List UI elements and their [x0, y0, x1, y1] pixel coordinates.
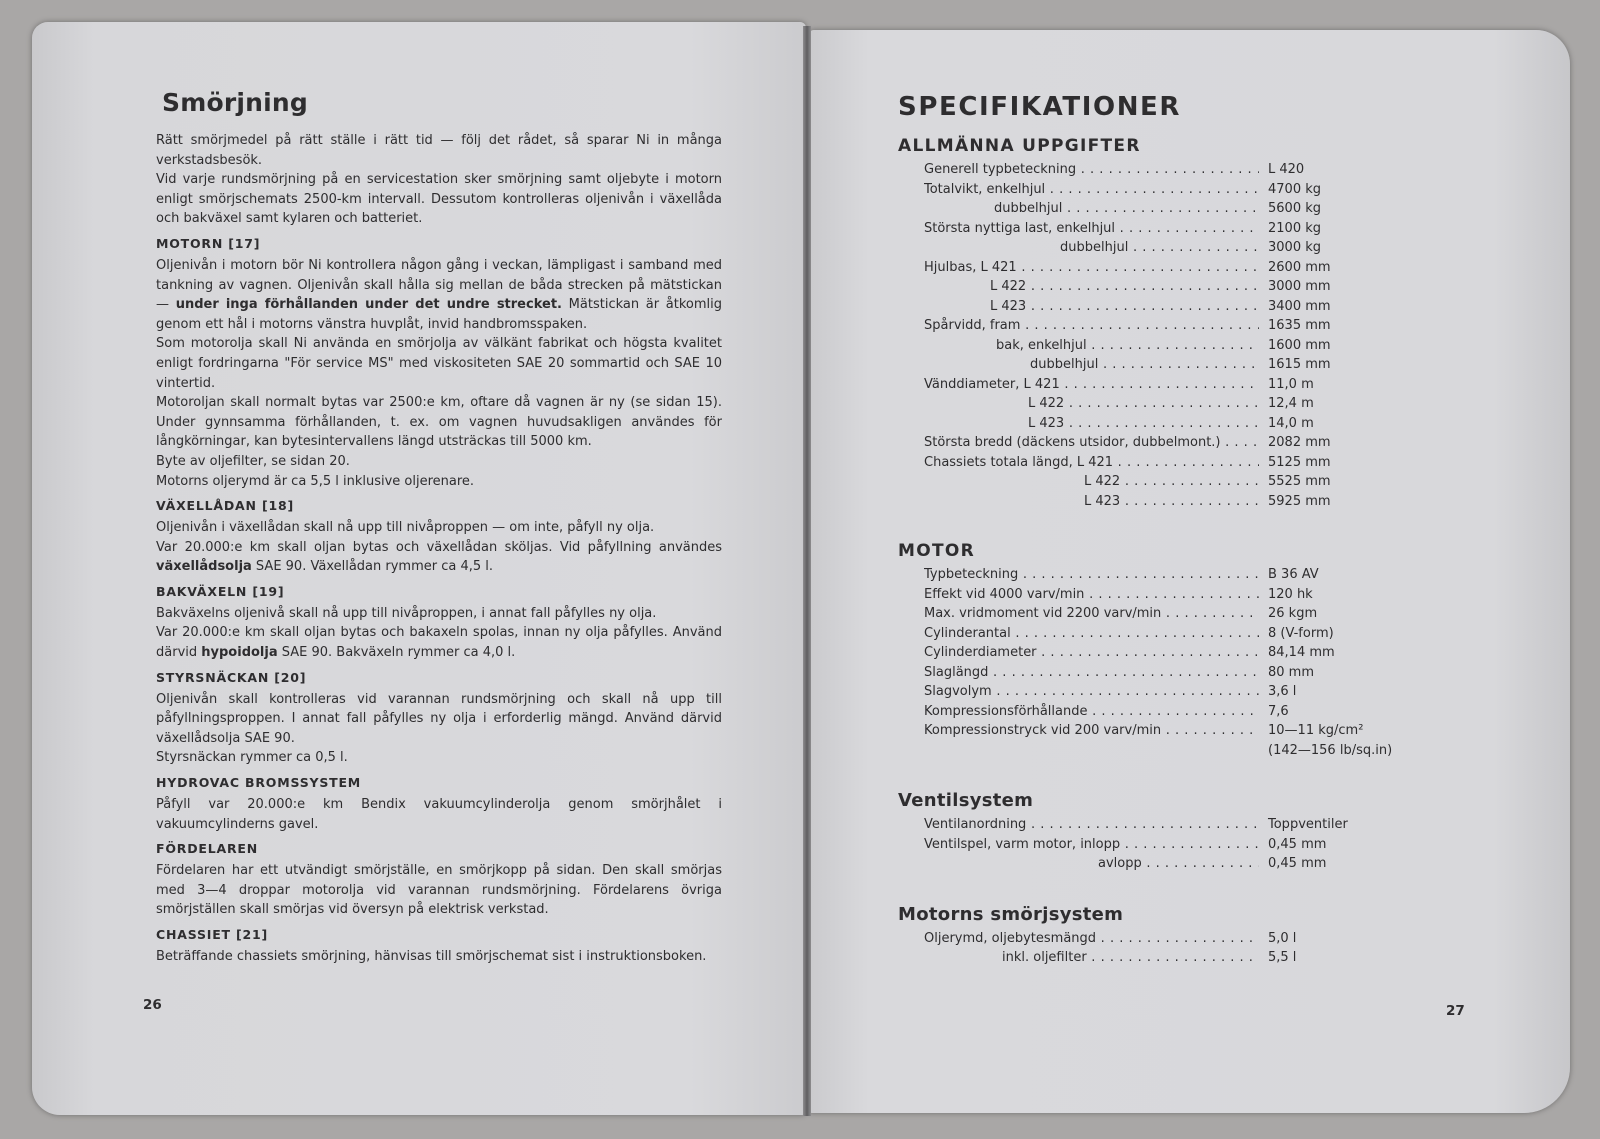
spec-value: L 420	[1268, 162, 1305, 177]
spec-label: bak, enkelhjul . . .	[924, 336, 1259, 356]
spec-value: 5925 mm	[1268, 493, 1331, 509]
vaxellada-text-c: SAE 90. Växellådan rymmer ca 4,5 l.	[251, 559, 494, 575]
bakvaxeln-paragraph-1: Bakväxelns oljenivå skall nå upp till nivåproppen, i annat fall påfylles ny olja.	[156, 605, 657, 621]
spec-label: L 423 . . .	[924, 492, 1259, 512]
spec-table-allmanna	[898, 160, 1438, 511]
section-heading-hydrovac: HYDROVAC BROMSSYSTEM	[156, 775, 362, 791]
page-number-left: 26	[143, 997, 162, 1013]
spec-row	[898, 721, 1438, 741]
styrsnackan-paragraph-2: Styrsnäckan rymmer ca 0,5 l.	[156, 750, 348, 766]
spec-value: 1600 mm	[1268, 337, 1331, 353]
spec-row	[898, 835, 1438, 855]
spec-value: 2100 kg	[1268, 220, 1321, 236]
spec-row	[898, 472, 1438, 492]
bakvaxeln-bold: hypoidolja	[201, 645, 278, 661]
fordelaren-paragraph-1: Fördelaren har ett utvändigt smörjställe, en smörjkopp på sidan. Den skall smörjas med 3—4 droppar motorolja vid varannan rundsmörjning. Fördelarens övriga smörjställen skall smörjas vid översyn på elektrisk verkstad.	[156, 863, 722, 918]
spec-row	[898, 277, 1438, 297]
spec-row	[898, 219, 1438, 239]
section-heading-motorn: MOTORN [17]	[156, 235, 261, 251]
spec-label: L 422 . . .	[924, 277, 1259, 297]
spec-label: dubbelhjul . . .	[924, 355, 1259, 375]
spec-label: Slaglängd . . .	[924, 663, 1259, 683]
motorn-paragraph-4: Byte av oljefilter, se sidan 20.	[156, 453, 350, 469]
spec-label: Chassiets totala längd, L 421 . . .	[924, 453, 1259, 473]
spec-label: Spårvidd, fram . . .	[924, 316, 1259, 336]
spec-row	[898, 297, 1438, 317]
spec-label: Effekt vid 4000 varv/min . . .	[924, 585, 1259, 605]
spec-row	[898, 414, 1438, 434]
spec-label: L 422 . . .	[924, 394, 1259, 414]
spec-value: 80 mm	[1268, 664, 1315, 680]
spec-row	[898, 948, 1438, 968]
spec-value: 4700 kg	[1268, 181, 1321, 197]
spec-row	[898, 815, 1438, 835]
spec-table-smorj	[898, 929, 1438, 968]
page-number-right: 27	[1446, 1003, 1465, 1019]
spec-value: 11,0 m	[1268, 376, 1314, 392]
spec-value: 3400 mm	[1268, 298, 1331, 314]
spec-value: Toppventiler	[1268, 817, 1348, 832]
spec-row	[898, 199, 1438, 219]
spec-value: 3000 kg	[1268, 240, 1321, 255]
spec-row	[898, 316, 1438, 336]
spec-label: Ventilspel, varm motor, inlopp . . .	[924, 835, 1259, 855]
specs-title: SPECIFIKATIONER	[898, 92, 1182, 122]
spec-value: 5600 kg	[1268, 201, 1321, 216]
spec-row	[898, 702, 1438, 722]
section-heading-styrsnackan: STYRSNÄCKAN [20]	[156, 669, 307, 685]
section-heading-smorj: Motorns smörjsystem	[898, 903, 1124, 925]
spec-label: L 423 . . .	[924, 297, 1259, 317]
section-heading-allmanna: ALLMÄNNA UPPGIFTER	[898, 136, 1141, 156]
spec-label: Hjulbas, L 421 . . .	[924, 258, 1259, 278]
spec-value: 84,14 mm	[1268, 645, 1335, 660]
spec-value: 120 hk	[1268, 586, 1313, 602]
spec-label: L 423 . . .	[924, 414, 1259, 434]
spec-label: Ventilanordning . . .	[924, 815, 1259, 835]
spec-label: Totalvikt, enkelhjul . . .	[924, 180, 1259, 200]
spec-value: 0,45 mm	[1268, 836, 1327, 852]
spec-value: B 36 AV	[1268, 567, 1319, 582]
spec-value: 14,0 m	[1268, 415, 1314, 431]
motorn-paragraph-2: Som motorolja skall Ni använda en smörjolja av välkänt fabrikat och högsta kvalitet enligt fordringarna "För service MS" med viskositeten SAE 20 sommartid och SAE 10 vintertid.	[156, 336, 722, 391]
spec-label: Största bredd (däckens utsidor, dubbelmont.) . . .	[924, 433, 1259, 453]
spec-value: 2082 mm	[1268, 435, 1331, 450]
spec-row	[898, 336, 1438, 356]
spec-row	[898, 394, 1438, 414]
spec-row	[898, 929, 1438, 949]
spec-table-ventil	[898, 815, 1438, 874]
vaxellada-paragraph-2	[156, 538, 722, 577]
section-heading-ventil: Ventilsystem	[898, 790, 1034, 811]
spec-value: 5,5 l	[1268, 950, 1297, 965]
spec-label: dubbelhjul . . .	[924, 199, 1259, 219]
spec-value: 5525 mm	[1268, 474, 1331, 489]
spec-value: 5125 mm	[1268, 454, 1331, 470]
spec-value: (142—156 lb/sq.in)	[1268, 742, 1393, 758]
spec-label: Cylinderdiameter . . .	[924, 643, 1259, 663]
spec-value: 10—11 kg/cm²	[1268, 723, 1364, 738]
motorn-paragraph-1	[156, 256, 722, 334]
spec-value: 3,6 l	[1268, 684, 1297, 699]
hydrovac-paragraph-1: Påfyll var 20.000:e km Bendix vakuumcylinderolja genom smörjhålet i vakuumcylinderns gavel.	[156, 797, 722, 832]
left-page-text	[156, 88, 722, 967]
spec-label: Vänddiameter, L 421 . . .	[924, 375, 1259, 395]
section-heading-chassiet: CHASSIET [21]	[156, 927, 269, 942]
spec-value: 12,4 m	[1268, 396, 1314, 411]
spec-row	[898, 433, 1438, 453]
spec-value: 2600 mm	[1268, 259, 1331, 275]
spec-row-extra	[898, 741, 1438, 761]
spec-row	[898, 682, 1438, 702]
spec-label: Cylinderantal . . .	[924, 624, 1259, 644]
spec-row	[898, 663, 1438, 683]
spec-row	[898, 624, 1438, 644]
vaxellada-paragraph-1: Oljenivån i växellådan skall nå upp till nivåproppen — om inte, påfyll ny olja.	[156, 520, 655, 536]
spec-row	[898, 375, 1438, 395]
motorn-bold-warning: under inga förhållanden under det undre strecket.	[175, 297, 562, 313]
section-heading-motor: MOTOR	[898, 541, 976, 561]
motorn-paragraph-5: Motorns oljerymd är ca 5,5 l inklusive oljerenare.	[156, 473, 475, 489]
spec-value: 1615 mm	[1268, 357, 1331, 372]
spec-label: Största nyttiga last, enkelhjul . . .	[924, 219, 1259, 239]
spec-value: 26 kgm	[1268, 606, 1318, 621]
spec-row	[898, 180, 1438, 200]
intro-paragraph-2: Vid varje rundsmörjning på en servicestation sker smörjning samt oljebyte i motorn enligt smörjschemats 2500-km intervall. Dessutom kontrolleras oljenivån i växellåda och bakväxel samt kylaren och batteriet.	[156, 172, 722, 227]
chassiet-paragraph-1: Beträffande chassiets smörjning, hänvisas till smörjschemat sist i instruktionsboken.	[156, 949, 707, 964]
spec-row	[898, 453, 1438, 473]
spec-label: Kompressionstryck vid 200 varv/min . . .	[924, 721, 1259, 741]
spec-row	[898, 160, 1438, 180]
motorn-text-a: Oljenivån i motorn bör Ni kontrollera någon gång i veckan, lämpligast i samband med tankning av vagnen. Oljenivån skall hålla sig mellan de båda strecken på mätstickan —	[156, 257, 722, 313]
motorn-text-c: Mätstickan är åtkomlig genom ett hål i motorns vänstra huvplåt, invid handbromsspaken.	[156, 297, 723, 332]
bakvaxeln-text-a: Var 20.000:e km skall oljan bytas och bakaxeln spolas, innan ny olja påfylles. Använd därvid	[156, 625, 722, 661]
spec-label: Oljerymd, oljebytesmängd . . .	[924, 929, 1259, 949]
spec-row	[898, 604, 1438, 624]
motorn-paragraph-3: Motoroljan skall normalt bytas var 2500:e km, oftare då vagnen är ny (se sidan 15). Under gynnsamma förhållanden, t. ex. om vagnen huvudsakligen användes för långkörningar, kan bytesintervallens längd utsträckas till 5000 km.	[156, 395, 722, 450]
spec-value: 8 (V-form)	[1268, 625, 1334, 641]
section-heading-bakvaxeln: BAKVÄXELN [19]	[156, 583, 285, 599]
spec-value: 3000 mm	[1268, 279, 1331, 294]
spec-row	[898, 258, 1438, 278]
vaxellada-text-a: Var 20.000:e km skall oljan bytas och växellådan sköljas. Vid påfyllning användes	[156, 539, 722, 555]
spec-value: 0,45 mm	[1268, 856, 1327, 871]
spec-label: L 422 . . .	[924, 472, 1259, 492]
spec-row	[898, 854, 1438, 874]
spec-row	[898, 585, 1438, 605]
spec-value: 1635 mm	[1268, 318, 1331, 333]
bakvaxeln-paragraph-2	[156, 623, 722, 662]
section-heading-vaxellada: VÄXELLÅDAN [18]	[156, 498, 294, 514]
spec-label: avlopp . . .	[924, 854, 1259, 874]
bakvaxeln-text-c: SAE 90. Bakväxeln rymmer ca 4,0 l.	[277, 645, 516, 661]
spec-value: 5,0 l	[1268, 930, 1297, 946]
spec-row	[898, 643, 1438, 663]
spec-row	[898, 565, 1438, 585]
spec-label: Kompressionsförhållande . . .	[924, 702, 1259, 722]
spec-label: Max. vridmoment vid 2200 varv/min . . .	[924, 604, 1259, 624]
spec-table-motor	[898, 565, 1438, 741]
vaxellada-bold: växellådsolja	[156, 559, 252, 575]
intro-paragraph-1: Rätt smörjmedel på rätt ställe i rätt tid — följ det rådet, så sparar Ni in många verkstadsbesök.	[156, 133, 722, 168]
section-heading-fordelaren: FÖRDELAREN	[156, 841, 258, 857]
spec-label: inkl. oljefilter . . .	[924, 948, 1259, 968]
page-title: Smörjning	[162, 88, 308, 117]
right-page-text	[898, 92, 1438, 968]
spec-value: 7,6	[1268, 703, 1289, 719]
binding-gutter	[803, 26, 811, 1116]
spec-label: Typbeteckning . . .	[924, 565, 1259, 585]
spec-row	[898, 238, 1438, 258]
spec-row	[898, 492, 1438, 512]
spec-label: Slagvolym . . .	[924, 682, 1259, 702]
styrsnackan-paragraph-1: Oljenivån skall kontrolleras vid varannan rundsmörjning och skall nå upp till påfyllningsproppen. I annat fall påfylles ny olja i erforderlig mängd. Använd därvid växellådsolja SAE 90.	[156, 691, 722, 746]
spec-row	[898, 355, 1438, 375]
spec-label: dubbelhjul . . .	[924, 238, 1259, 258]
spec-label: Generell typbeteckning . . .	[924, 160, 1259, 180]
